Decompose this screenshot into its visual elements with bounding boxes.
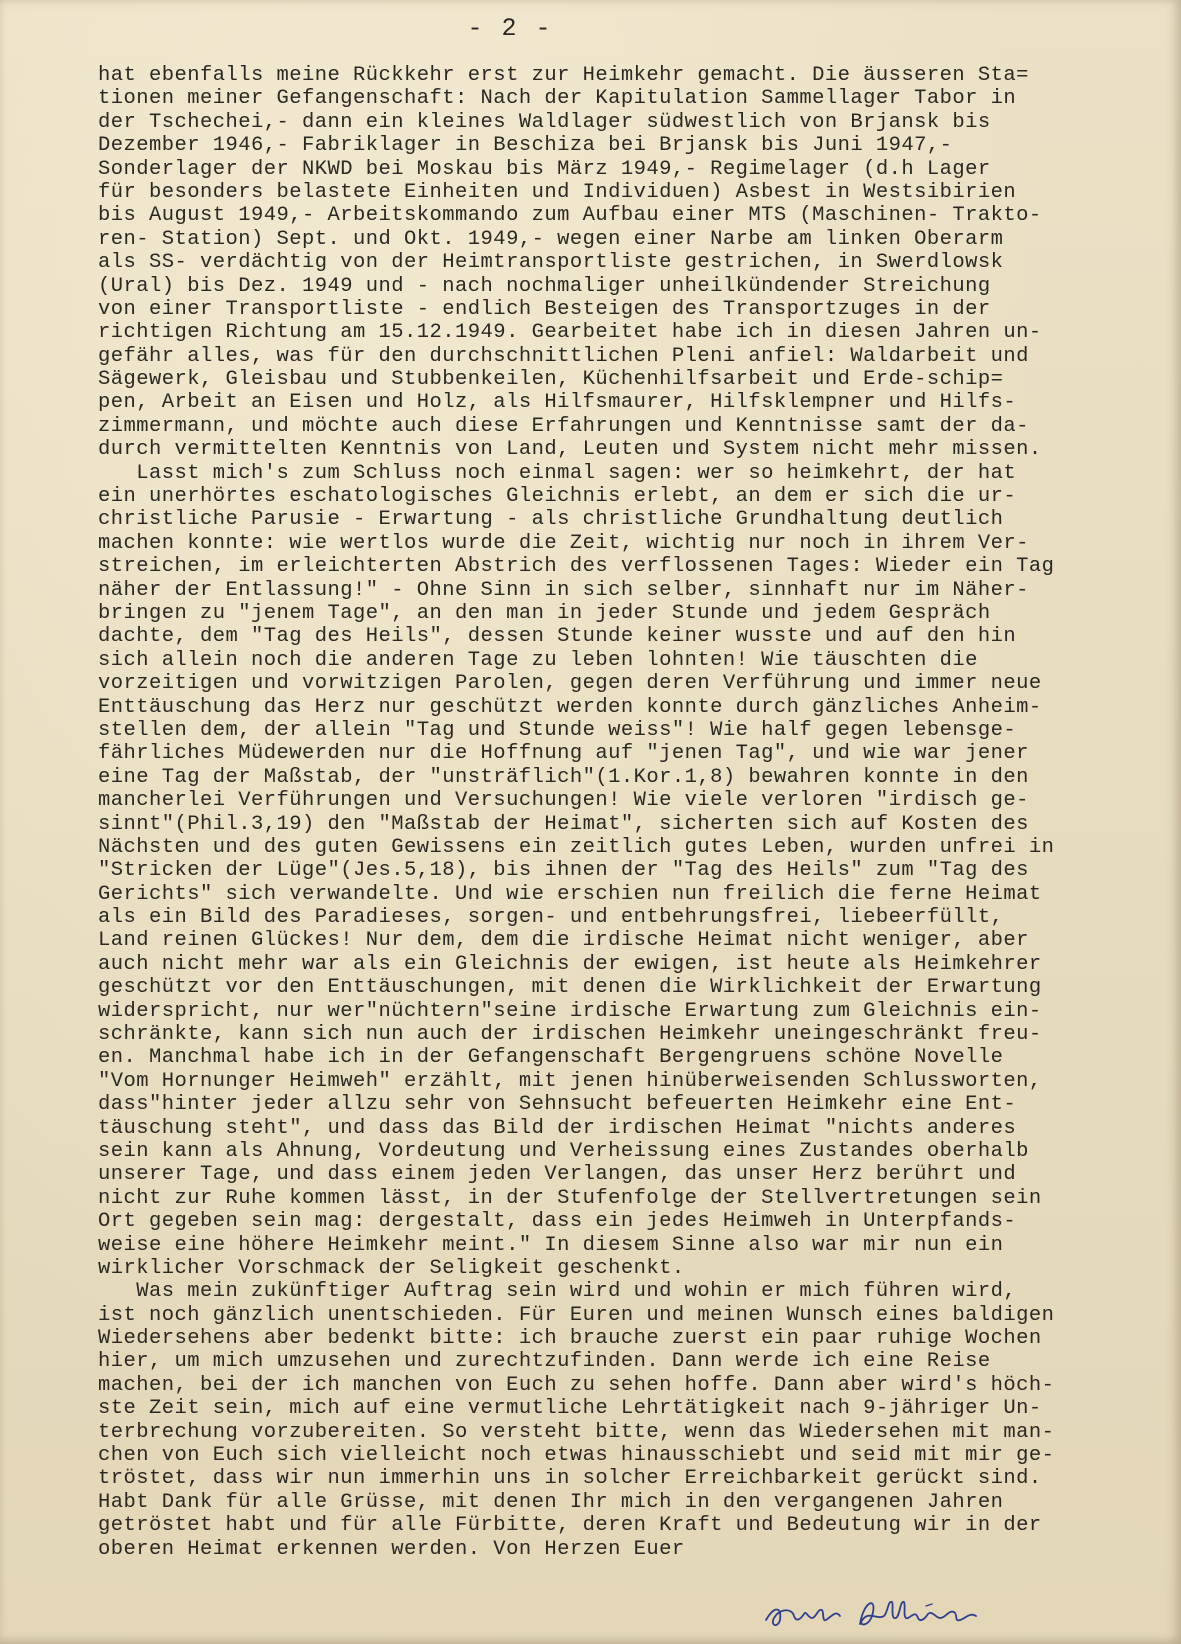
text-line: Land reinen Glückes! Nur dem, dem die irdische Heimat nicht weniger, aber <box>98 929 1029 953</box>
text-line: sich allein noch die anderen Tage zu leben lohnten! Wie täuschten die <box>98 648 978 672</box>
text-line: streichen, im erleichterten Abstrich des verflossenen Tages: Wieder ein Tag <box>98 555 1055 579</box>
text-line: von einer Transportliste - endlich Besteigen des Transportzuges in der <box>98 297 991 321</box>
text-line: gefähr alles, was für den durchschnittlichen Pleni anfiel: Waldarbeit und <box>98 344 1029 368</box>
text-line: ren- Station) Sept. und Okt. 1949,- wegen einer Narbe am linken Oberarm <box>98 227 1004 251</box>
text-line: tionen meiner Gefangenschaft: Nach der Kapitulation Sammellager Tabor in <box>98 87 1017 111</box>
text-line: bis August 1949,- Arbeitskommando zum Aufbau einer MTS (Maschinen- Trakto- <box>98 204 1042 228</box>
text-line: Enttäuschung das Herz nur geschützt werden konnte durch gänzliches Anheim- <box>98 695 1042 719</box>
text-line: christliche Parusie - Erwartung - als christliche Grundhaltung deutlich <box>98 508 1004 532</box>
text-line: der Tschechei,- dann ein kleines Waldlager südwestlich von Brjansk bis <box>98 110 991 134</box>
text-line: unserer Tage, und dass einem jeden Verlangen, das unser Herz berührt und <box>98 1163 1017 1187</box>
text-line: oberen Heimat erkennen werden. Von Herzen Euer <box>98 1537 685 1561</box>
text-line: pen, Arbeit an Eisen und Holz, als Hilfsmaurer, Hilfsklempner und Hilfs- <box>98 391 1017 415</box>
text-line: nicht zur Ruhe kommen lässt, in der Stufenfolge der Stellvertretungen sein <box>98 1186 1042 1210</box>
text-line: weise eine höhere Heimkehr meint." In diesem Sinne also war mir nun ein <box>98 1233 1004 1257</box>
text-line: schränkte, kann sich nun auch der irdischen Heimkehr uneingeschränkt freu- <box>98 1023 1042 1047</box>
text-line: Dezember 1946,- Fabriklager in Beschiza bei Brjansk bis Juni 1947,- <box>98 134 953 158</box>
text-line: Wiedersehens aber bedenkt bitte: ich brauche zuerst ein paar ruhige Wochen <box>98 1327 1042 1351</box>
text-line: Was mein zukünftiger Auftrag sein wird und wohin er mich führen wird, <box>98 1280 1017 1304</box>
text-line: hat ebenfalls meine Rückkehr erst zur Heimkehr gemacht. Die äusseren Sta= <box>98 64 1029 87</box>
text-line: zimmermann, und möchte auch diese Erfahrungen und Kenntnisse samt der da- <box>98 414 1029 438</box>
text-line: "Stricken der Lüge"(Jes.5,18), bis ihnen der "Tag des Heils" zum "Tag des <box>98 859 1029 883</box>
handwritten-signature <box>760 1590 990 1634</box>
text-line: Lasst mich's zum Schluss noch einmal sagen: wer so heimkehrt, der hat <box>98 461 1017 485</box>
text-line: Nächsten und des guten Gewissens ein zeitlich gutes Leben, wurden unfrei in <box>98 835 1055 859</box>
text-line: als ein Bild des Paradieses, sorgen- und entbehrungsfrei, liebeerfüllt, <box>98 906 1004 930</box>
text-line: näher der Entlassung!" - Ohne Sinn in sich selber, sinnhaft nur im Näher- <box>98 578 1029 602</box>
text-line: ein unerhörtes eschatologisches Gleichnis erlebt, an dem er sich die ur- <box>98 485 1017 509</box>
text-line: machen, bei der ich manchen von Euch zu sehen hoffe. Dann aber wird's höch- <box>98 1373 1055 1397</box>
text-line: ste Zeit sein, mich auf eine vermutliche Lehrtätigkeit nach 9-jähriger Un- <box>98 1397 1042 1421</box>
text-line: wirklicher Vorschmack der Seligkeit geschenkt. <box>98 1256 685 1280</box>
text-line: getröstet habt und für alle Fürbitte, deren Kraft und Bedeutung wir in der <box>98 1514 1042 1538</box>
page-number: - 2 - <box>467 14 553 43</box>
text-line: vorzeitigen und vorwitzigen Parolen, gegen deren Verführung und immer neue <box>98 672 1042 696</box>
text-line: chen von Euch sich vielleicht noch etwas hinausschiebt und seid mit mir ge- <box>98 1444 1055 1468</box>
text-line: Gerichts" sich verwandelte. Und wie erschien nun freilich die ferne Heimat <box>98 882 1042 906</box>
text-line: "Vom Hornunger Heimweh" erzählt, mit jenen hinüberweisenden Schlussworten, <box>98 1069 1042 1093</box>
letter-body <box>98 64 1138 1561</box>
text-line: en. Manchmal habe ich in der Gefangenschaft Bergengruens schöne Novelle <box>98 1046 1004 1070</box>
text-line: auch nicht mehr war als ein Gleichnis der ewigen, ist heute als Heimkehrer <box>98 952 1042 976</box>
text-line: widerspricht, nur wer"nüchtern"seine irdische Erwartung zum Gleichnis ein- <box>98 999 1042 1023</box>
text-line: Sonderlager der NKWD bei Moskau bis März 1949,- Regimelager (d.h Lager <box>98 157 991 181</box>
text-line: Ort gegeben sein mag: dergestalt, dass ein jedes Heimweh in Unterpfands- <box>98 1210 1017 1234</box>
text-line: täuschung steht", und dass das Bild der irdischen Heimat "nichts anderes <box>98 1116 1017 1140</box>
text-line: terbrechung vorzubereiten. So versteht bitte, wenn das Wiedersehen mit man- <box>98 1420 1055 1444</box>
text-line: Sägewerk, Gleisbau und Stubbenkeilen, Küchenhilfsarbeit und Erde-schip= <box>98 368 1004 392</box>
text-line: mancherlei Verführungen und Versuchungen! Wie viele verloren "irdisch ge- <box>98 789 1029 813</box>
text-line: dachte, dem "Tag des Heils", dessen Stunde keiner wusste und auf den hin <box>98 625 1017 649</box>
text-line: sein kann als Ahnung, Vordeutung und Verheissung eines Zustandes oberhalb <box>98 1139 1029 1163</box>
text-line: durch vermittelten Kenntnis von Land, Leuten und System nicht mehr missen. <box>98 438 1042 462</box>
text-line: als SS- verdächtig von der Heimtransportliste gestrichen, in Swerdlowsk <box>98 251 1004 275</box>
text-line: richtigen Richtung am 15.12.1949. Gearbeitet habe ich in diesen Jahren un- <box>98 321 1042 345</box>
text-line: dass"hinter jeder allzu sehr von Sehnsucht befeuerten Heimkehr eine Ent- <box>98 1093 1017 1117</box>
text-line: sinnt"(Phil.3,19) den "Maßstab der Heimat", sicherten sich auf Kosten des <box>98 812 1029 836</box>
text-line: eine Tag der Maßstab, der "unsträflich"(1.Kor.1,8) bewahren konnte in den <box>98 765 1029 789</box>
text-line: (Ural) bis Dez. 1949 und - nach nochmaliger unheilkündender Streichung <box>98 274 991 298</box>
text-line: bringen zu "jenem Tage", an den man in jeder Stunde und jedem Gespräch <box>98 601 991 625</box>
text-line: stellen dem, der allein "Tag und Stunde weiss"! Wie half gegen lebensge- <box>98 718 1017 742</box>
text-line: machen konnte: wie wertlos wurde die Zeit, wichtig nur noch in ihrem Ver- <box>98 531 1029 555</box>
text-line: Habt Dank für alle Grüsse, mit denen Ihr mich in den vergangenen Jahren <box>98 1490 1004 1514</box>
text-line: hier, um mich umzusehen und zurechtzufinden. Dann werde ich eine Reise <box>98 1350 991 1374</box>
text-line: geschützt vor den Enttäuschungen, mit denen die Wirklichkeit der Erwartung <box>98 976 1042 1000</box>
text-line: tröstet, dass wir nun immerhin uns in solcher Erreichbarkeit gerückt sind. <box>98 1467 1042 1491</box>
text-line: für besonders belastete Einheiten und Individuen) Asbest in Westsibirien <box>98 180 1017 204</box>
text-line: ist noch gänzlich unentschieden. Für Euren und meinen Wunsch eines baldigen <box>98 1303 1055 1327</box>
text-line: fährliches Müdewerden nur die Hoffnung auf "jenen Tag", und wie war jener <box>98 742 1029 766</box>
